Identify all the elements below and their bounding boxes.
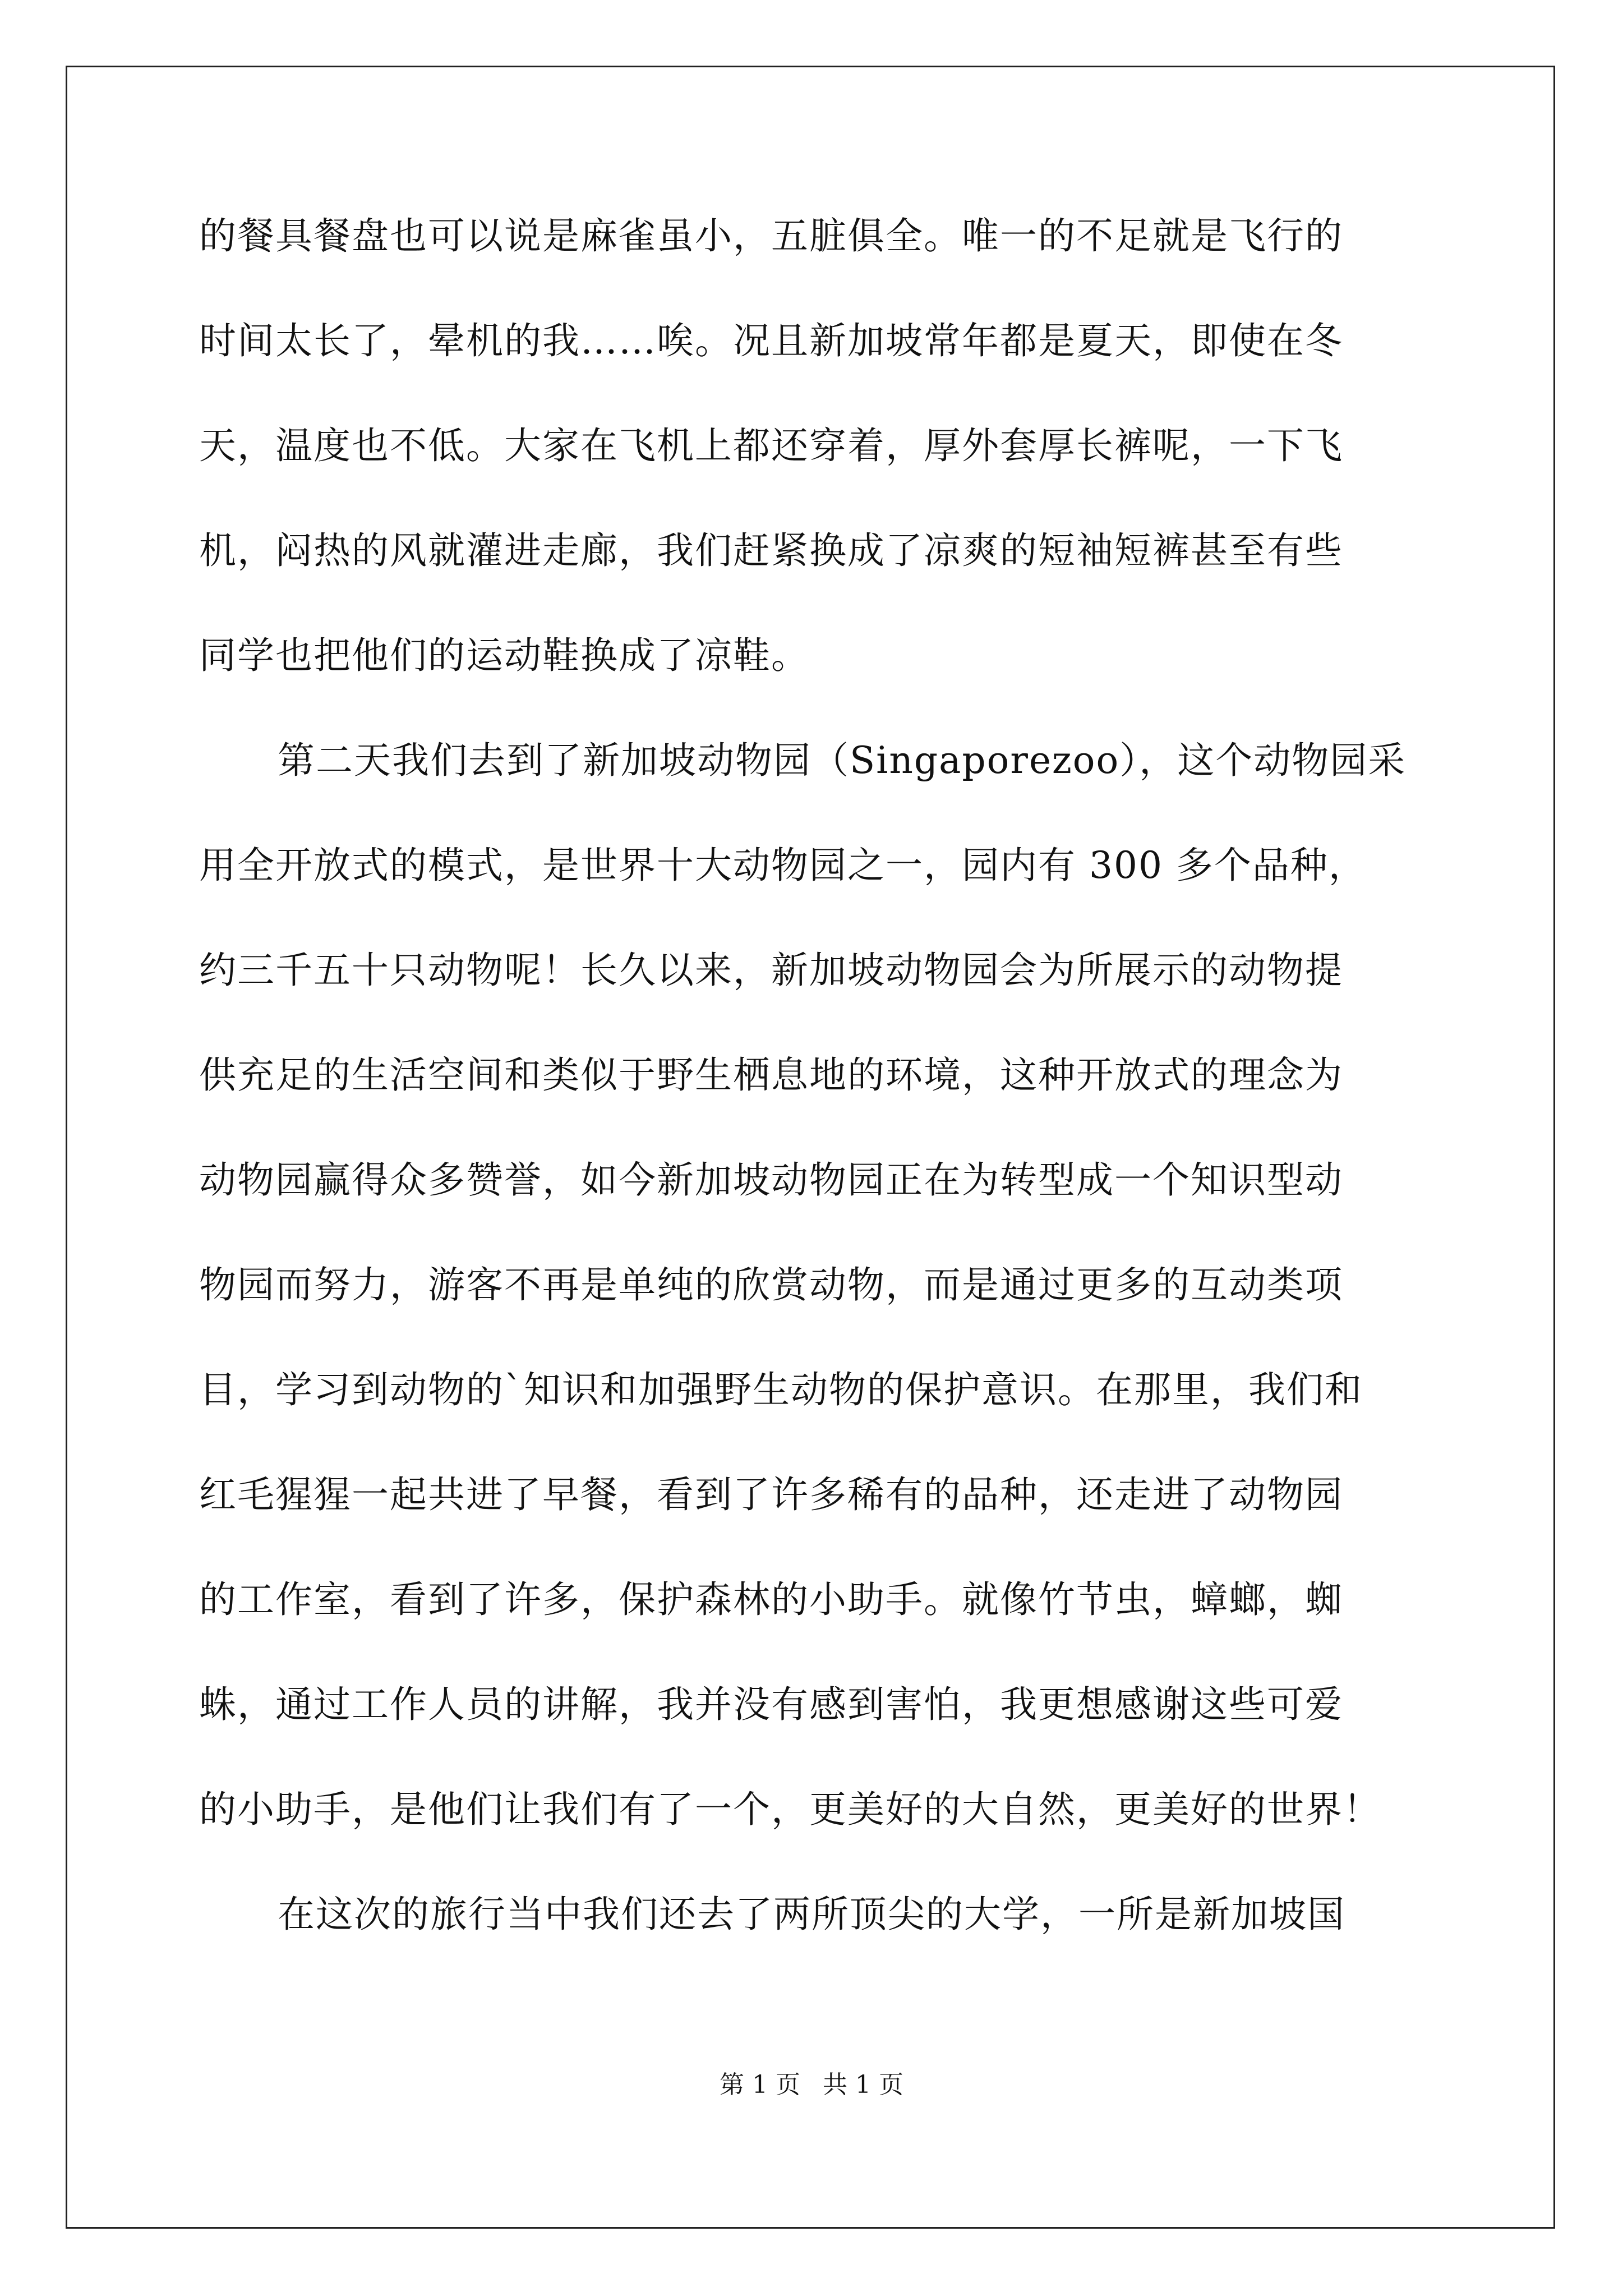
document-body [199,216,1433,1999]
text-line: 的小助手，是他们让我们有了一个，更美好的大自然，更美好的世界！ [199,1788,1381,1831]
text-line: 目，学习到动物的`知识和加强野生动物的保护意识。在那里，我们和 [199,1368,1363,1411]
text-line: 供充足的生活空间和类似于野生栖息地的环境，这种开放式的理念为 [199,1053,1343,1097]
text-line: 蛛，通过工作人员的讲解，我并没有感到害怕，我更想感谢这些可爱 [199,1683,1343,1726]
text-line: 物园而努力，游客不再是单纯的欣赏动物，而是通过更多的互动类项 [199,1263,1343,1306]
text-line: 的餐具餐盘也可以说是麻雀虽小，五脏俱全。唯一的不足就是飞行的 [199,214,1343,257]
text-line: 约三千五十只动物呢！长久以来，新加坡动物园会为所展示的动物提 [199,949,1343,992]
text-line: 的工作室，看到了许多，保护森林的小助手。就像竹节虫，蟑螂，蜘 [199,1578,1343,1621]
text-line: 红毛猩猩一起共进了早餐，看到了许多稀有的品种，还走进了动物园 [199,1473,1343,1516]
total-pages: 共 1 页 [823,2070,903,2099]
paragraph-start-line: 在这次的旅行当中我们还去了两所顶尖的大学，一所是新加坡国 [278,1893,1345,1936]
text-line: 天，温度也不低。大家在飞机上都还穿着，厚外套厚长裤呢，一下飞 [199,424,1343,467]
page-number: 第 1 页 [720,2070,800,2099]
page-footer [0,2064,1623,2100]
text-line: 机，闷热的风就灌进走廊，我们赶紧换成了凉爽的短袖短裤甚至有些 [199,529,1343,572]
text-line: 用全开放式的模式，是世界十大动物园之一，园内有 300 多个品种， [199,844,1367,887]
text-line: 动物园赢得众多赞誉，如今新加坡动物园正在为转型成一个知识型动 [199,1158,1343,1202]
text-line: 时间太长了，晕机的我……唉。况且新加坡常年都是夏天，即使在冬 [199,319,1343,362]
text-line: 同学也把他们的运动鞋换成了凉鞋。 [199,634,809,677]
paragraph-start-line: 第二天我们去到了新加坡动物园（Singaporezoo），这个动物园采 [278,739,1407,782]
